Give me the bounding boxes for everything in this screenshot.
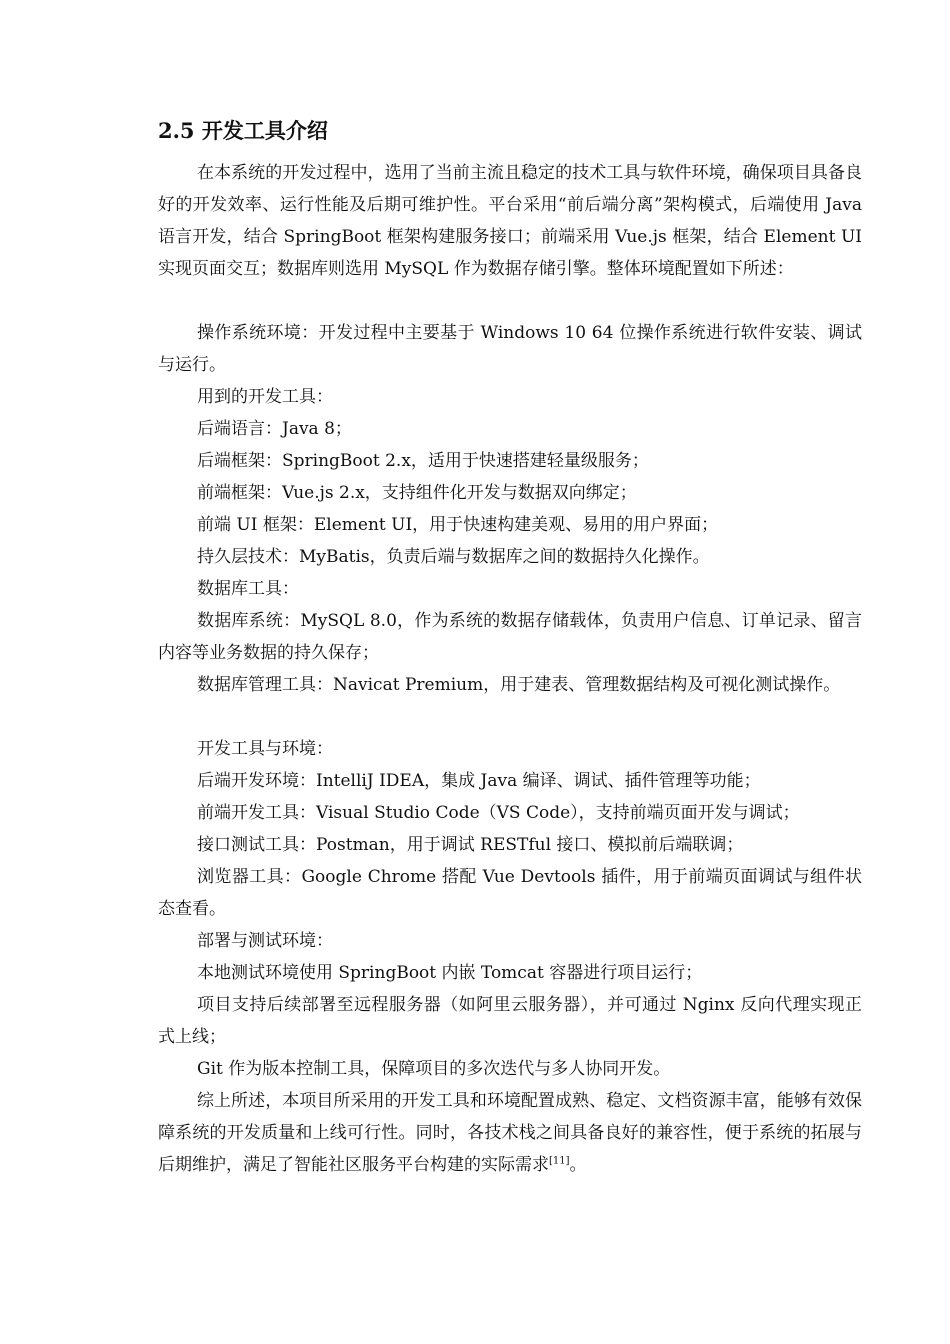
env-title: 开发工具与环境： [197,739,333,759]
citation-reference: [11] [549,1155,570,1167]
db-system-paragraph: 数据库系统：MySQL 8.0，作为系统的数据存储载体，负责用户信息、订单记录、留言内容等业务数据的持久保存； [158,611,862,663]
dev-tools-title: 用到的开发工具： [197,387,333,407]
backend-ide-item: 后端开发环境：IntelliJ IDEA，集成 Java 编译、调试、插件管理等功能； [197,771,761,791]
conclusion-paragraph [158,1085,862,1181]
persistence-item: 持久层技术：MyBatis，负责后端与数据库之间的数据持久化操作。 [197,547,710,567]
section-heading: 2.5 开发工具介绍 [158,118,328,143]
os-paragraph: 操作系统环境：开发过程中主要基于 Windows 10 64 位操作系统进行软件安装、调试与运行。 [158,323,862,375]
api-test-item: 接口测试工具：Postman，用于调试 RESTful 接口、模拟前后端联调； [197,835,744,855]
db-manager-paragraph: 数据库管理工具：Navicat Premium，用于建表、管理数据结构及可视化测试操作。 [197,675,841,695]
frontend-framework-item: 前端框架：Vue.js 2.x，支持组件化开发与数据双向绑定； [197,483,637,503]
conclusion-end: 。 [569,1155,587,1175]
remote-deploy-paragraph: 项目支持后续部署至远程服务器（如阿里云服务器），并可通过 Nginx 反向代理实现正式上线； [158,995,862,1047]
deploy-title: 部署与测试环境： [197,931,333,951]
conclusion-text: 综上所述，本项目所采用的开发工具和环境配置成熟、稳定、文档资源丰富，能够有效保障系统的开发质量和上线可行性。同时，各技术栈之间具备良好的兼容性，便于系统的拓展与后期维护，满足了智能社区服务平台构建的实际需求 [158,1091,862,1175]
git-item: Git 作为版本控制工具，保障项目的多次迭代与多人协同开发。 [197,1059,671,1079]
local-test-item: 本地测试环境使用 SpringBoot 内嵌 Tomcat 容器进行项目运行； [197,963,703,983]
backend-language-item: 后端语言：Java 8； [197,419,352,439]
db-tools-title: 数据库工具： [197,579,299,599]
frontend-ide-item: 前端开发工具：Visual Studio Code（VS Code），支持前端页面开发与调试； [197,803,800,823]
frontend-ui-item: 前端 UI 框架：Element UI，用于快速构建美观、易用的用户界面； [197,515,719,535]
intro-paragraph: 在本系统的开发过程中，选用了当前主流且稳定的技术工具与软件环境，确保项目具备良好的开发效率、运行性能及后期可维护性。平台采用“前后端分离”架构模式，后端使用 Java 语言开发，结合 SpringBoot 框架构建服务接口；前端采用 Vue.js 框架，结合 Element UI 实现页面交互；数据库则选用 MySQL 作为数据存储引擎。整体环境配置如下所述： [158,163,862,279]
backend-framework-item: 后端框架：SpringBoot 2.x，适用于快速搭建轻量级服务； [197,451,649,471]
browser-paragraph: 浏览器工具：Google Chrome 搭配 Vue Devtools 插件，用于前端页面调试与组件状态查看。 [158,867,862,919]
